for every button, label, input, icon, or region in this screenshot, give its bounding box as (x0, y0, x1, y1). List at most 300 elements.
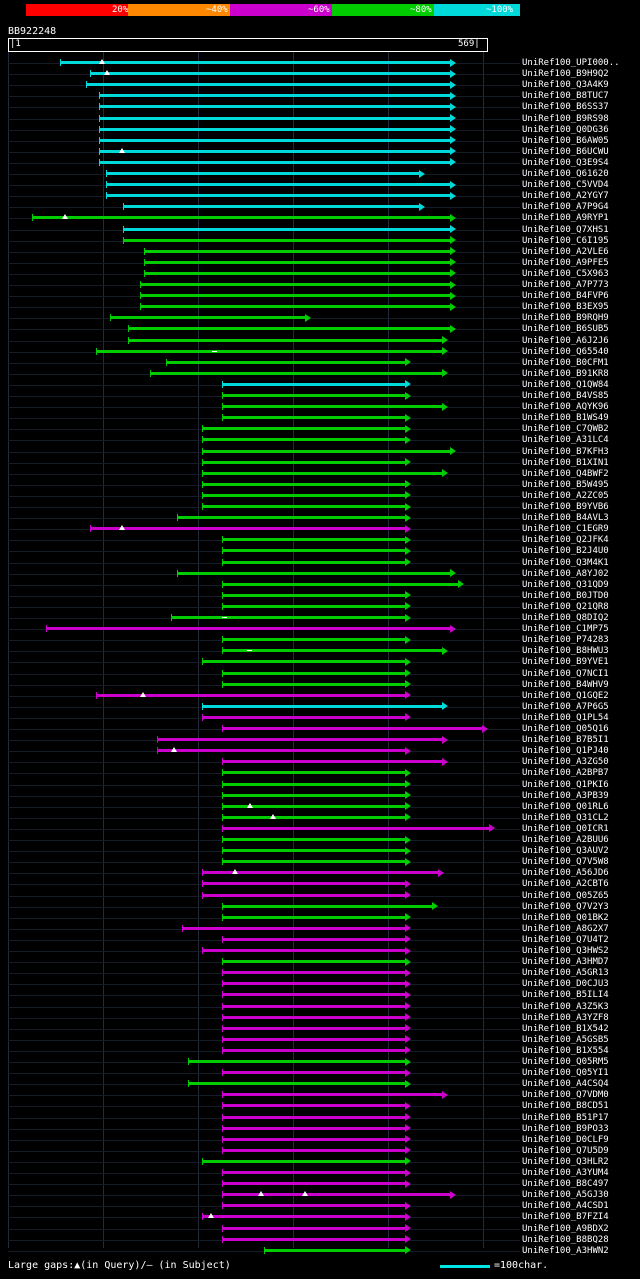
subject-label[interactable]: UniRef100_Q7XHS1 (522, 224, 609, 235)
alignment-bar[interactable] (222, 1227, 405, 1230)
subject-label[interactable]: UniRef100_A3HWN2 (522, 1245, 609, 1256)
subject-label[interactable]: UniRef100_A3YZF8 (522, 1012, 609, 1023)
subject-label[interactable]: UniRef100_Q7V5W8 (522, 857, 609, 868)
alignment-bar[interactable] (110, 316, 305, 319)
alignment-arrow-icon (405, 1224, 411, 1232)
subject-label[interactable]: UniRef100_Q3A4K9 (522, 80, 609, 91)
alignment-bar[interactable] (222, 794, 405, 797)
query-end-label: 569| (458, 39, 480, 49)
alignment-bar[interactable] (106, 172, 419, 175)
subject-label[interactable]: UniRef100_A3Z5K3 (522, 1001, 609, 1012)
alignment-arrow-icon (442, 758, 448, 766)
alignment-bar[interactable] (140, 305, 450, 308)
subject-label[interactable]: UniRef100_B0JTD0 (522, 590, 609, 601)
subject-label[interactable]: UniRef100_B4AVL3 (522, 513, 609, 524)
alignment-start-cap (222, 1202, 223, 1209)
subject-label[interactable]: UniRef100_Q7U5D9 (522, 1145, 609, 1156)
alignment-arrow-icon (405, 847, 411, 855)
subject-label[interactable]: UniRef100_A31LC4 (522, 435, 609, 446)
subject-label[interactable]: UniRef100_B3EX95 (522, 302, 609, 313)
subject-label[interactable]: UniRef100_A8G2X7 (522, 923, 609, 934)
subject-label[interactable]: UniRef100_A7P773 (522, 280, 609, 290)
subject-label[interactable]: UniRef100_Q61620 (522, 169, 609, 179)
alignment-bar[interactable] (150, 372, 442, 375)
alignment-start-cap (222, 581, 223, 588)
alignment-bar[interactable] (99, 139, 450, 142)
alignment-bar[interactable] (222, 1049, 405, 1052)
subject-label[interactable]: UniRef100_Q3AUV2 (522, 846, 609, 857)
subject-label[interactable]: UniRef100_Q7NCI1 (522, 668, 609, 679)
alignment-start-cap (222, 803, 223, 810)
alignment-start-cap (166, 359, 167, 366)
subject-label[interactable]: UniRef100_B91KR8 (522, 368, 609, 379)
alignment-start-cap (150, 370, 151, 377)
alignment-bar[interactable] (171, 616, 405, 619)
alignment-bar[interactable] (202, 450, 450, 453)
subject-label[interactable]: UniRef100_Q0ICR1 (522, 823, 609, 834)
alignment-bar[interactable] (222, 638, 405, 641)
subject-label[interactable]: UniRef100_Q05Q16 (522, 724, 609, 734)
alignment-start-cap (222, 1180, 223, 1187)
subject-label[interactable]: UniRef100_A2BUU6 (522, 835, 609, 845)
alignment-bar[interactable] (144, 261, 450, 264)
alignment-arrow-icon (405, 713, 411, 721)
subject-label[interactable]: UniRef100_A9BDX2 (522, 1223, 609, 1234)
subject-label[interactable]: UniRef100_A5GJ30 (522, 1190, 609, 1201)
alignment-bar[interactable] (222, 1005, 405, 1008)
alignment-bar[interactable] (222, 594, 405, 597)
subject-label[interactable]: UniRef100_Q2JFK4 (522, 535, 609, 546)
subject-label[interactable]: UniRef100_Q05Z65 (522, 890, 609, 901)
subject-label[interactable]: UniRef100_A7P9G4 (522, 202, 609, 213)
alignment-bar[interactable] (222, 905, 432, 908)
subject-label[interactable]: UniRef100_C1MP75 (522, 624, 609, 635)
alignment-bar[interactable] (157, 749, 405, 752)
alignment-bar[interactable] (60, 61, 450, 64)
alignment-bar[interactable] (128, 339, 442, 342)
subject-label[interactable]: UniRef100_B8TUC7 (522, 91, 609, 102)
alignment-start-cap (222, 836, 223, 843)
alignment-bar[interactable] (144, 272, 450, 275)
alignment-bar[interactable] (222, 1193, 450, 1196)
alignment-start-cap (99, 159, 100, 166)
alignment-start-cap (222, 536, 223, 543)
alignment-start-cap (157, 747, 158, 754)
subject-label[interactable]: UniRef100_UPI000.. (522, 58, 620, 68)
alignment-bar[interactable] (202, 894, 405, 897)
subject-label[interactable]: UniRef100_C7QWB2 (522, 424, 609, 435)
subject-label[interactable]: UniRef100_B5W495 (522, 479, 609, 490)
alignment-bar[interactable] (32, 216, 450, 219)
alignment-bar[interactable] (202, 705, 442, 708)
alignment-bar[interactable] (202, 1160, 405, 1163)
alignment-bar[interactable] (222, 416, 405, 419)
alignment-start-cap (99, 148, 100, 155)
alignment-start-cap (60, 59, 61, 66)
alignment-start-cap (202, 481, 203, 488)
alignment-arrow-icon (405, 480, 411, 488)
alignment-arrow-icon (405, 525, 411, 533)
subject-label[interactable]: UniRef100_Q65540 (522, 346, 609, 357)
subject-label[interactable]: UniRef100_Q05YI1 (522, 1068, 609, 1079)
subject-label[interactable]: UniRef100_Q0DG36 (522, 124, 609, 135)
subject-label[interactable]: UniRef100_B7B5I1 (522, 735, 609, 746)
alignment-arrow-icon (432, 902, 438, 910)
query-gap-triangle-icon (247, 803, 253, 808)
alignment-start-cap (222, 1147, 223, 1154)
subject-label[interactable]: UniRef100_Q01RL6 (522, 801, 609, 812)
alignment-bar[interactable] (222, 1104, 405, 1107)
alignment-bar[interactable] (222, 605, 405, 608)
subject-label[interactable]: UniRef100_Q31CL2 (522, 812, 609, 823)
alignment-bar[interactable] (177, 572, 450, 575)
alignment-bar[interactable] (128, 327, 450, 330)
subject-label[interactable]: UniRef100_B4WHV9 (522, 679, 609, 690)
alignment-bar[interactable] (222, 405, 442, 408)
alignment-bar[interactable] (222, 1204, 405, 1207)
alignment-arrow-icon (405, 414, 411, 422)
query-gap-triangle-icon (104, 70, 110, 75)
alignment-bar[interactable] (90, 527, 405, 530)
subject-label[interactable]: UniRef100_Q1QW84 (522, 379, 609, 390)
subject-label[interactable]: UniRef100_D0CLF9 (522, 1134, 609, 1145)
alignment-arrow-icon (482, 725, 488, 733)
alignment-start-cap (123, 226, 124, 233)
subject-label[interactable]: UniRef100_B6AW05 (522, 135, 609, 146)
legend-segment (8, 4, 26, 16)
alignment-start-cap (188, 1080, 189, 1087)
alignment-start-cap (106, 170, 107, 177)
alignment-arrow-icon (405, 1035, 411, 1043)
subject-label[interactable]: UniRef100_B7FZI4 (522, 1212, 609, 1223)
subject-label[interactable]: UniRef100_A7P6G5 (522, 701, 609, 712)
subject-label[interactable]: UniRef100_B4VS85 (522, 391, 609, 401)
alignment-bar[interactable] (96, 350, 442, 353)
alignment-bar[interactable] (222, 394, 405, 397)
subject-label[interactable]: UniRef100_Q3HLR2 (522, 1156, 609, 1167)
alignment-bar[interactable] (202, 1215, 405, 1218)
alignment-bar[interactable] (202, 427, 405, 430)
alignment-bar[interactable] (222, 849, 405, 852)
alignment-bar[interactable] (99, 161, 450, 164)
subject-label[interactable]: UniRef100_B1XIN1 (522, 457, 609, 468)
alignment-arrow-icon (405, 1202, 411, 1210)
alignment-start-cap (222, 1069, 223, 1076)
alignment-bar[interactable] (222, 1149, 405, 1152)
alignment-start-cap (99, 137, 100, 144)
alignment-arrow-icon (405, 680, 411, 688)
query-gap-triangle-icon (270, 814, 276, 819)
subject-label[interactable]: UniRef100_B9PO33 (522, 1123, 609, 1134)
alignment-bar[interactable] (202, 716, 405, 719)
subject-label[interactable]: UniRef100_A5GR13 (522, 968, 609, 979)
subject-label[interactable]: UniRef100_A3PB39 (522, 790, 609, 801)
subject-label[interactable]: UniRef100_B8HWU3 (522, 646, 609, 657)
alignment-arrow-icon (405, 358, 411, 366)
subject-label[interactable]: UniRef100_A2VLE6 (522, 246, 609, 257)
alignment-start-cap (222, 647, 223, 654)
alignment-bar[interactable] (123, 228, 450, 231)
alignment-start-cap (222, 636, 223, 643)
alignment-bar[interactable] (222, 1127, 405, 1130)
subject-label[interactable]: UniRef100_Q1PL54 (522, 712, 609, 723)
subject-label[interactable]: UniRef100_Q05RM5 (522, 1057, 609, 1067)
alignment-bar[interactable] (99, 150, 450, 153)
alignment-bar[interactable] (202, 882, 405, 885)
subject-label[interactable]: UniRef100_A3ZG50 (522, 757, 609, 768)
alignment-bar[interactable] (222, 760, 442, 763)
alignment-arrow-icon (305, 314, 311, 322)
subject-label[interactable]: UniRef100_Q7VDM0 (522, 1090, 609, 1101)
subject-label[interactable]: UniRef100_Q3HWS2 (522, 946, 609, 956)
subject-label[interactable]: UniRef100_A2ZC05 (522, 490, 609, 501)
alignment-arrow-icon (442, 369, 448, 377)
alignment-start-cap (222, 847, 223, 854)
alignment-bar[interactable] (202, 438, 405, 441)
alignment-bar[interactable] (222, 1116, 405, 1119)
alignment-start-cap (222, 903, 223, 910)
alignment-bar[interactable] (157, 738, 442, 741)
alignment-bar[interactable] (222, 916, 405, 919)
alignment-start-cap (222, 914, 223, 921)
subject-label[interactable]: UniRef100_B9RQH9 (522, 313, 609, 324)
alignment-bar[interactable] (222, 960, 405, 963)
alignment-arrow-icon (405, 614, 411, 622)
alignment-bar[interactable] (222, 993, 405, 996)
alignment-bar[interactable] (222, 783, 405, 786)
alignment-bar[interactable] (222, 683, 405, 686)
alignment-bar[interactable] (222, 982, 405, 985)
alignment-bar[interactable] (222, 1027, 405, 1030)
alignment-bar[interactable] (140, 294, 450, 297)
alignment-bar[interactable] (99, 94, 450, 97)
subject-label[interactable]: UniRef100_B1X554 (522, 1045, 609, 1056)
subject-label[interactable]: UniRef100_AQYK96 (522, 402, 609, 413)
alignment-arrow-icon (405, 491, 411, 499)
alignment-start-cap (222, 547, 223, 554)
alignment-arrow-icon (442, 702, 448, 710)
alignment-arrow-icon (405, 558, 411, 566)
subject-label[interactable]: UniRef100_Q8DIQ2 (522, 613, 609, 623)
alignment-start-cap (202, 459, 203, 466)
alignment-bar[interactable] (202, 472, 442, 475)
alignment-bar[interactable] (222, 938, 405, 941)
alignment-arrow-icon (450, 214, 456, 222)
alignment-bar[interactable] (222, 1038, 405, 1041)
alignment-start-cap (202, 714, 203, 721)
alignment-arrow-icon (450, 181, 456, 189)
alignment-arrow-icon (405, 1058, 411, 1066)
alignment-arrow-icon (450, 258, 456, 266)
alignment-arrow-icon (405, 1135, 411, 1143)
subject-label[interactable]: UniRef100_C1EGR9 (522, 524, 609, 535)
alignment-bar[interactable] (222, 549, 405, 552)
alignment-bar[interactable] (99, 105, 450, 108)
subject-label[interactable]: UniRef100_Q7V2Y3 (522, 901, 609, 912)
alignment-bar[interactable] (222, 771, 405, 774)
alignment-start-cap (202, 470, 203, 477)
subject-label[interactable]: UniRef100_B8BQ28 (522, 1234, 609, 1245)
alignment-arrow-icon (450, 225, 456, 233)
alignment-plot (0, 52, 520, 1248)
subject-label[interactable]: UniRef100_A2YGY7 (522, 191, 609, 202)
alignment-bar[interactable] (182, 927, 405, 930)
alignment-bar[interactable] (123, 239, 450, 242)
subject-label[interactable]: UniRef100_A2CBT6 (522, 879, 609, 890)
alignment-start-cap (222, 1225, 223, 1232)
subject-label[interactable]: UniRef100_B6UCWU (522, 146, 609, 157)
alignment-bar[interactable] (166, 361, 405, 364)
subject-label[interactable]: UniRef100_A56JD6 (522, 868, 609, 879)
alignment-start-cap (222, 681, 223, 688)
alignment-arrow-icon (405, 1246, 411, 1254)
subject-label[interactable]: UniRef100_B1WS49 (522, 413, 609, 424)
alignment-arrow-icon (450, 1191, 456, 1199)
subject-label[interactable]: UniRef100_Q21QR8 (522, 601, 609, 612)
alignment-arrow-icon (450, 103, 456, 111)
query-gap-triangle-icon (119, 148, 125, 153)
subject-label[interactable]: UniRef100_Q7U4T2 (522, 934, 609, 945)
alignment-start-cap (90, 525, 91, 532)
alignment-arrow-icon (450, 247, 456, 255)
subject-label[interactable]: UniRef100_B1X542 (522, 1023, 609, 1034)
alignment-arrow-icon (450, 192, 456, 200)
alignment-bar[interactable] (222, 860, 405, 863)
alignment-bar[interactable] (46, 627, 450, 630)
subject-label[interactable]: UniRef100_B8CD51 (522, 1101, 609, 1112)
subject-label[interactable]: UniRef100_C6I195 (522, 235, 609, 246)
alignment-bar[interactable] (222, 816, 405, 819)
alignment-bar[interactable] (222, 1182, 405, 1185)
alignment-bar[interactable] (222, 1016, 405, 1019)
subject-label[interactable]: UniRef100_B7KFH3 (522, 446, 609, 457)
alignment-bar[interactable] (222, 672, 405, 675)
alignment-bar[interactable] (222, 649, 442, 652)
subject-label[interactable]: UniRef100_B8C497 (522, 1179, 609, 1190)
subject-label[interactable]: UniRef100_B51P17 (522, 1112, 609, 1123)
alignment-bar[interactable] (222, 1071, 405, 1074)
subject-label[interactable]: UniRef100_B9RS98 (522, 113, 609, 124)
alignment-bar[interactable] (222, 1138, 405, 1141)
subject-label[interactable]: UniRef100_Q01BK2 (522, 912, 609, 923)
alignment-bar[interactable] (140, 283, 450, 286)
subject-label[interactable]: UniRef100_B9YVB6 (522, 502, 609, 512)
alignment-arrow-icon (450, 325, 456, 333)
subject-label[interactable]: UniRef100_A6J2J6 (522, 335, 609, 346)
alignment-arrow-icon (405, 924, 411, 932)
subject-label[interactable]: UniRef100_B9YVE1 (522, 657, 609, 668)
alignment-arrow-icon (405, 669, 411, 677)
subject-label[interactable]: UniRef100_P74283 (522, 635, 609, 646)
alignment-arrow-icon (419, 203, 425, 211)
alignment-bar[interactable] (222, 971, 405, 974)
alignment-bar[interactable] (202, 949, 405, 952)
alignment-start-cap (222, 1091, 223, 1098)
alignment-bar[interactable] (106, 183, 450, 186)
alignment-bar[interactable] (106, 194, 450, 197)
subject-label[interactable]: UniRef100_Q1PKI6 (522, 779, 609, 790)
alignment-bar[interactable] (222, 538, 405, 541)
alignment-bar[interactable] (202, 505, 405, 508)
alignment-bar[interactable] (188, 1082, 405, 1085)
alignment-start-cap (202, 658, 203, 665)
alignment-bar[interactable] (202, 461, 405, 464)
subject-label[interactable]: UniRef100_Q3M4K1 (522, 557, 609, 568)
subject-label[interactable]: UniRef100_Q1PJ40 (522, 746, 609, 757)
alignment-bar[interactable] (99, 117, 450, 120)
alignment-start-cap (106, 181, 107, 188)
alignment-bar[interactable] (222, 561, 405, 564)
alignment-bar[interactable] (222, 383, 405, 386)
subject-label[interactable]: UniRef100_Q4BWF2 (522, 468, 609, 479)
subject-label[interactable]: UniRef100_D0CJU3 (522, 979, 609, 990)
subject-label[interactable]: UniRef100_B9H9Q2 (522, 69, 609, 80)
alignment-start-cap (222, 1236, 223, 1243)
subject-label[interactable]: UniRef100_B6SUB5 (522, 324, 609, 335)
subject-label[interactable]: UniRef100_A2BPB7 (522, 768, 609, 779)
alignment-bar[interactable] (222, 838, 405, 841)
alignment-arrow-icon (442, 347, 448, 355)
subject-label[interactable]: UniRef100_C5X963 (522, 268, 609, 279)
subject-label[interactable]: UniRef100_B2J4U0 (522, 546, 609, 557)
alignment-bar[interactable] (264, 1249, 405, 1252)
alignment-bar[interactable] (188, 1060, 405, 1063)
alignment-bar[interactable] (202, 483, 405, 486)
alignment-bar[interactable] (222, 727, 482, 730)
alignment-bar[interactable] (202, 494, 405, 497)
subject-label[interactable]: UniRef100_A9PFE5 (522, 257, 609, 268)
alignment-arrow-icon (438, 869, 444, 877)
alignment-bar[interactable] (123, 205, 419, 208)
alignment-bar[interactable] (222, 583, 458, 586)
alignment-arrow-icon (450, 92, 456, 100)
alignment-bar[interactable] (222, 827, 489, 830)
subject-label[interactable]: UniRef100_Q1GQE2 (522, 690, 609, 701)
subject-label[interactable]: UniRef100_A5GSB5 (522, 1034, 609, 1045)
alignment-bar[interactable] (144, 250, 450, 253)
subject-label[interactable]: UniRef100_Q31QD9 (522, 579, 609, 590)
alignment-bar[interactable] (177, 516, 405, 519)
alignment-arrow-icon (405, 1069, 411, 1077)
alignment-bar[interactable] (222, 1093, 442, 1096)
alignment-bar[interactable] (90, 72, 450, 75)
subject-label[interactable]: UniRef100_B0CFM1 (522, 357, 609, 368)
alignment-bar[interactable] (86, 83, 450, 86)
alignment-bar[interactable] (202, 660, 405, 663)
subject-label[interactable]: UniRef100_B5ILI4 (522, 990, 609, 1001)
alignment-bar[interactable] (99, 128, 450, 131)
subject-label[interactable]: UniRef100_A4CSQ4 (522, 1079, 609, 1090)
alignment-start-cap (157, 736, 158, 743)
alignment-arrow-icon (405, 503, 411, 511)
alignment-start-cap (202, 492, 203, 499)
subject-label[interactable]: UniRef100_C5VVD4 (522, 180, 609, 191)
subject-label[interactable]: UniRef100_A8YJ02 (522, 568, 609, 579)
subject-label[interactable]: UniRef100_B6SS37 (522, 102, 609, 113)
alignment-arrow-icon (405, 514, 411, 522)
alignment-arrow-icon (442, 1091, 448, 1099)
subject-label[interactable]: UniRef100_A3YUM4 (522, 1168, 609, 1178)
alignment-bar[interactable] (222, 1238, 405, 1241)
subject-label[interactable]: UniRef100_A9RYP1 (522, 213, 609, 224)
subject-label[interactable]: UniRef100_Q3E9S4 (522, 157, 609, 168)
subject-label[interactable]: UniRef100_B4FVP6 (522, 291, 609, 302)
alignment-bar[interactable] (222, 1171, 405, 1174)
legend-tick-label: ~40% (206, 5, 228, 15)
subject-label[interactable]: UniRef100_A4CSD1 (522, 1201, 609, 1212)
subject-label[interactable]: UniRef100_A3HMD7 (522, 957, 609, 968)
alignment-start-cap (222, 381, 223, 388)
